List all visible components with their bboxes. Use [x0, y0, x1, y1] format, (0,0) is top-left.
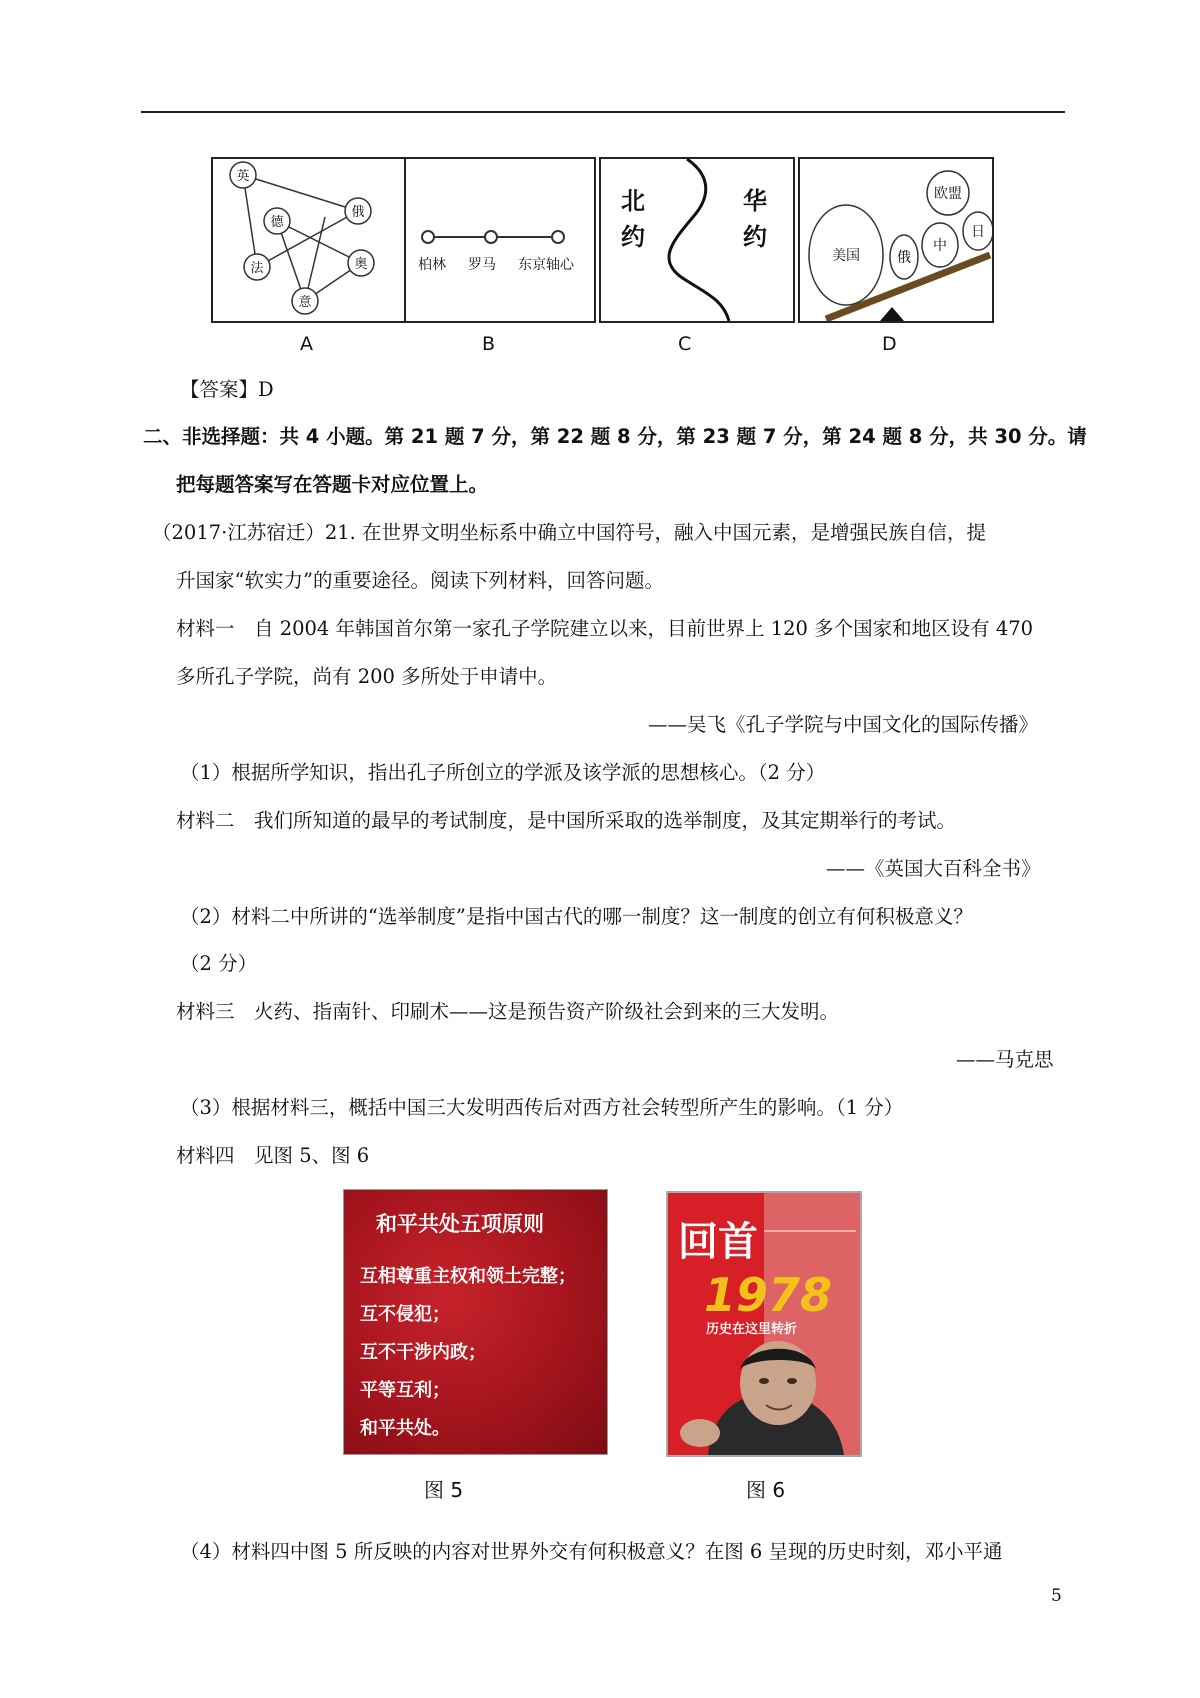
cover-subtitle: 历史在这里转折 [706, 1322, 798, 1337]
figure-6-book-cover [666, 1191, 862, 1457]
axis-point-label: 东京轴心 [518, 257, 574, 273]
question-intro-cont: 升国家“软实力”的重要途径。阅读下列材料，回答问题。 [176, 569, 664, 592]
page-number: 5 [1051, 1586, 1062, 1606]
poster-line: 互相尊重主权和领土完整； [360, 1266, 576, 1287]
sub-question-2: （2）材料二中所讲的“选举制度”是指中国古代的哪一制度？这一制度的创立有何积极意义？ [180, 905, 973, 928]
node-label: 俄 [351, 205, 365, 220]
sub-question-3: （3）根据材料三，概括中国三大发明西传后对西方社会转型所产生的影响。（1 分） [180, 1096, 904, 1119]
cover-year: 1978 [704, 1268, 833, 1322]
region-label: 约 [743, 223, 767, 251]
power-label: 美国 [832, 248, 860, 264]
node-label: 德 [270, 215, 284, 230]
section-heading: 二、非选择题：共 4 小题。第 21 题 7 分，第 22 题 8 分，第 23 题 7 分，第 24 题 8 分，共 30 分。请 [143, 425, 1087, 448]
balance-diagram [800, 159, 992, 321]
sub-question-4: （4）材料四中图 5 所反映的内容对世界外交有何积极意义？在图 6 呈现的历史时刻，邓小平通 [180, 1540, 1003, 1563]
axis-point-label: 柏林 [418, 257, 446, 273]
poster-line: 互不干涉内政； [360, 1342, 486, 1363]
power-label: 日 [971, 224, 985, 240]
figure-5-poster [343, 1189, 608, 1455]
region-label: 北 [621, 187, 645, 215]
figure-option-d [798, 157, 994, 323]
figure-option-a [211, 157, 407, 323]
sub-question-1: （1）根据所学知识，指出孔子所创立的学派及该学派的思想核心。（2 分） [180, 761, 826, 784]
power-label: 中 [933, 238, 947, 254]
figure-label-d: D [882, 333, 897, 355]
material-2: 材料二 我们所知道的最早的考试制度，是中国所采取的选举制度，及其定期举行的考试。 [176, 809, 957, 832]
header-rule [141, 111, 1065, 113]
axis-point-label: 罗马 [468, 257, 496, 273]
answer-line: 【答案】D [180, 378, 274, 401]
poster-line: 平等互利； [360, 1380, 450, 1401]
node-label: 英 [236, 169, 250, 184]
figure-label-a: A [300, 333, 313, 355]
node-label: 奥 [354, 257, 368, 272]
poster-line: 互不侵犯； [360, 1304, 450, 1325]
power-label: 欧盟 [934, 186, 962, 202]
question-intro: （2017·江苏宿迁）21. 在世界文明坐标系中确立中国符号，融入中国元素，是增强民族自信，提 [152, 521, 987, 544]
figure-label-c: C [678, 333, 692, 355]
material-2-source: ——《英国大百科全书》 [826, 857, 1041, 880]
node-label: 法 [250, 261, 264, 276]
figure-option-c [599, 157, 795, 323]
cover-title: 回首 [678, 1219, 758, 1265]
figure-6-caption: 图 6 [746, 1478, 786, 1502]
section-heading-cont: 把每题答案写在答题卡对应位置上。 [176, 473, 489, 496]
node-label: 意 [298, 295, 312, 310]
alliance-network-diagram [213, 159, 405, 321]
sub-question-2-cont: （2 分） [180, 952, 258, 975]
figure-option-b [404, 157, 596, 323]
poster-title: 和平共处五项原则 [376, 1212, 544, 1236]
material-4: 材料四 见图 5、图 6 [176, 1144, 370, 1167]
material-3-source: ——马克思 [956, 1048, 1054, 1071]
figure-5-caption: 图 5 [424, 1478, 464, 1502]
treaty-divide-diagram [601, 159, 793, 321]
poster-line: 和平共处。 [360, 1418, 450, 1439]
material-3: 材料三 火药、指南针、印刷术——这是预告资产阶级社会到来的三大发明。 [176, 1000, 840, 1023]
book-cover-art [668, 1193, 860, 1455]
material-1: 材料一 自 2004 年韩国首尔第一家孔子学院建立以来，目前世界上 120 多个国家和地区设有 470 [176, 617, 1034, 640]
region-label: 约 [621, 223, 645, 251]
region-label: 华 [743, 187, 767, 215]
material-1-cont: 多所孔子学院，尚有 200 多所处于申请中。 [176, 665, 558, 688]
power-label: 俄 [897, 250, 911, 266]
figure-label-b: B [482, 333, 496, 355]
axis-line-diagram [406, 159, 594, 321]
material-1-source: ——吴飞《孔子学院与中国文化的国际传播》 [648, 713, 1039, 736]
